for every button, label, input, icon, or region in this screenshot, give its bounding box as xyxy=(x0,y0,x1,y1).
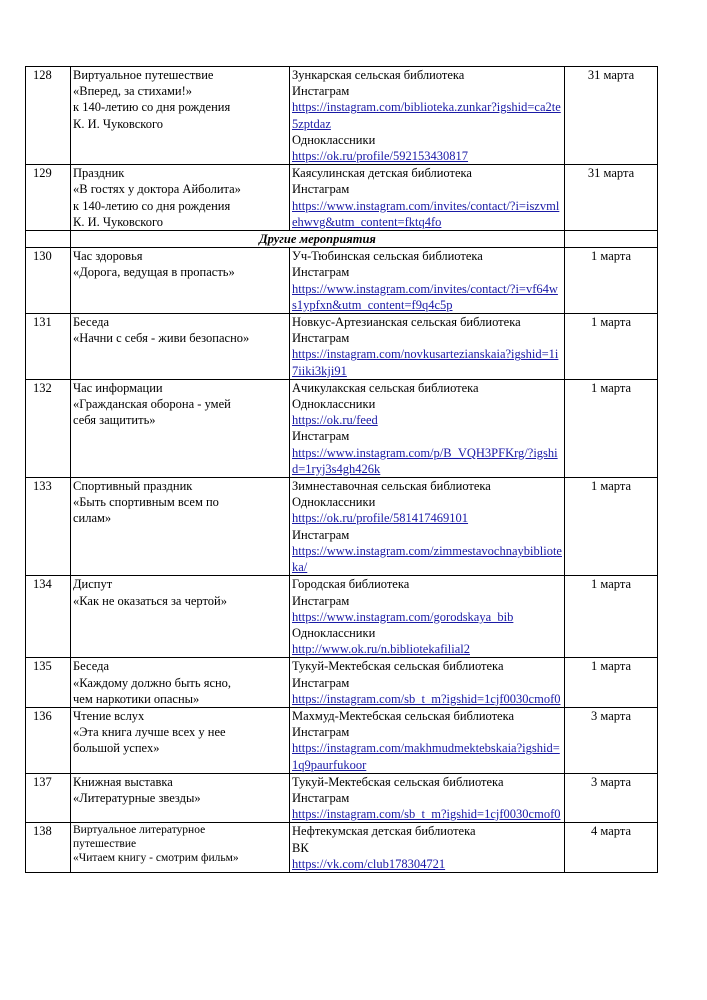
event-line: Беседа xyxy=(73,315,110,330)
platform-cell xyxy=(290,576,565,658)
channel-link[interactable]: https://ok.ru/feed xyxy=(292,413,378,428)
table-row xyxy=(26,773,658,823)
row-number: 128 xyxy=(26,67,71,165)
event-line: «В гостях у доктора Айболита» xyxy=(73,182,241,197)
channel-link[interactable]: https://www.instagram.com/gorodskaya_bib xyxy=(292,609,514,624)
row-number: 136 xyxy=(26,707,71,773)
event-line: путешествие xyxy=(73,838,137,851)
event-line: к 140-летию со дня рождения xyxy=(73,100,231,115)
channel-link[interactable]: https://instagram.com/makhmudmektebskaia?igshid=1q9paurfukoor xyxy=(292,741,560,772)
channel-name: Инстаграм xyxy=(292,429,350,444)
date-cell: 3 марта xyxy=(565,707,658,773)
section-title: Другие мероприятия xyxy=(71,231,565,248)
table-row xyxy=(26,823,658,873)
date-cell: 1 марта xyxy=(565,576,658,658)
date-cell: 1 марта xyxy=(565,248,658,314)
platform-cell xyxy=(290,773,565,823)
channel-name: Инстаграм xyxy=(292,331,350,346)
event-line: Виртуальное литературное xyxy=(73,824,206,837)
event-cell xyxy=(71,707,290,773)
section-empty-cell xyxy=(26,231,71,248)
event-line: чем наркотики опасны» xyxy=(73,691,200,706)
event-line: «Гражданская оборона - умей xyxy=(73,397,231,412)
event-line: «Читаем книгу - смотрим фильм» xyxy=(73,852,239,865)
event-cell xyxy=(71,576,290,658)
platform-cell xyxy=(290,248,565,314)
event-cell xyxy=(71,478,290,576)
table-row xyxy=(26,478,658,576)
channel-link[interactable]: https://www.instagram.com/p/B_VQH3PFKrg/?igshid=1ryj3s4gh426k xyxy=(292,445,558,476)
channel-name: Одноклассники xyxy=(292,625,376,640)
date-cell: 31 марта xyxy=(565,165,658,231)
channel-name: Инстаграм xyxy=(292,265,350,280)
channel-link[interactable]: https://www.instagram.com/invites/contact/?i=vf64ws1ypfxn&utm_content=f9q4c5p xyxy=(292,281,558,312)
date-cell: 1 марта xyxy=(565,478,658,576)
event-line: «Быть спортивным всем по xyxy=(73,495,219,510)
channel-link[interactable]: https://instagram.com/biblioteka.zunkar?igshid=ca2te5zptdaz xyxy=(292,100,561,131)
table-row xyxy=(26,379,658,477)
library-name: Тукуй-Мектебская сельская библиотека xyxy=(292,774,504,789)
library-name: Тукуй-Мектебская сельская библиотека xyxy=(292,659,504,674)
event-cell xyxy=(71,379,290,477)
event-line: «Литературные звезды» xyxy=(73,790,201,805)
library-name: Каясулинская детская библиотека xyxy=(292,166,472,181)
event-line: «Дорога, ведущая в пропасть» xyxy=(73,265,235,280)
event-cell xyxy=(71,314,290,380)
event-line: Чтение вслух xyxy=(73,708,145,723)
platform-cell xyxy=(290,658,565,708)
library-name: Зимнеставочная сельская библиотека xyxy=(292,479,491,494)
event-line: Виртуальное путешествие xyxy=(73,68,214,82)
table-row xyxy=(26,707,658,773)
event-cell xyxy=(71,165,290,231)
date-cell: 31 марта xyxy=(565,67,658,165)
document-page xyxy=(25,66,657,873)
channel-link[interactable]: https://vk.com/club178304721 xyxy=(292,856,446,871)
row-number: 130 xyxy=(26,248,71,314)
event-cell xyxy=(71,248,290,314)
channel-name: Инстаграм xyxy=(292,725,350,740)
date-cell: 1 марта xyxy=(565,658,658,708)
event-line: к 140-летию со дня рождения xyxy=(73,198,231,213)
channel-link[interactable]: https://ok.ru/profile/592153430817 xyxy=(292,149,469,164)
event-line: «Как не оказаться за чертой» xyxy=(73,593,227,608)
channel-name: Одноклассники xyxy=(292,495,376,510)
date-cell: 3 марта xyxy=(565,773,658,823)
platform-cell xyxy=(290,314,565,380)
channel-name: Инстаграм xyxy=(292,675,350,690)
event-cell xyxy=(71,773,290,823)
library-name: Городская библиотека xyxy=(292,577,410,592)
channel-link[interactable]: http://www.ok.ru/n.bibliotekafilial2 xyxy=(292,642,470,657)
channel-link[interactable]: https://instagram.com/sb_t_m?igshid=1cjf0030cmof0 xyxy=(292,807,561,822)
channel-link[interactable]: https://ok.ru/profile/581417469101 xyxy=(292,511,469,526)
section-empty-cell xyxy=(565,231,658,248)
event-line: большой успех» xyxy=(73,741,160,756)
row-number: 137 xyxy=(26,773,71,823)
library-name: Ачикулакская сельская библиотека xyxy=(292,380,479,395)
event-line: «Начни с себя - живи безопасно» xyxy=(73,331,250,346)
channel-name: Инстаграм xyxy=(292,593,350,608)
event-line: К. И. Чуковского xyxy=(73,214,164,229)
event-line: Праздник xyxy=(73,166,125,181)
event-line: Диспут xyxy=(73,577,113,592)
events-table-body xyxy=(26,67,658,873)
platform-cell xyxy=(290,707,565,773)
library-name: Зункарская сельская библиотека xyxy=(292,68,465,82)
channel-name: Инстаграм xyxy=(292,182,350,197)
platform-cell xyxy=(290,379,565,477)
table-row xyxy=(26,314,658,380)
row-number: 129 xyxy=(26,165,71,231)
event-line: Книжная выставка xyxy=(73,774,173,789)
channel-name: Одноклассники xyxy=(292,397,376,412)
platform-cell xyxy=(290,478,565,576)
event-cell xyxy=(71,823,290,873)
event-line: себя защитить» xyxy=(73,413,156,428)
section-header-row xyxy=(26,231,658,248)
event-line: Беседа xyxy=(73,659,110,674)
event-line: Спортивный праздник xyxy=(73,479,193,494)
channel-link[interactable]: https://www.instagram.com/invites/contact/?i=iszvmlehwvg&utm_content=fktq4fo xyxy=(292,198,560,229)
channel-name: Инстаграм xyxy=(292,790,350,805)
channel-name: Одноклассники xyxy=(292,132,376,147)
event-cell xyxy=(71,658,290,708)
row-number: 133 xyxy=(26,478,71,576)
table-row xyxy=(26,248,658,314)
event-line: Час информации xyxy=(73,380,163,395)
platform-cell xyxy=(290,165,565,231)
platform-cell xyxy=(290,823,565,873)
event-line: «Эта книга лучше всех у нее xyxy=(73,725,226,740)
row-number: 135 xyxy=(26,658,71,708)
event-line: К. И. Чуковского xyxy=(73,116,164,131)
channel-name: Инстаграм xyxy=(292,527,350,542)
channel-link[interactable]: https://instagram.com/sb_t_m?igshid=1cjf0030cmof0 xyxy=(292,691,561,706)
events-table xyxy=(25,66,658,873)
library-name: Новкус-Артезианская сельская библиотека xyxy=(292,315,521,330)
date-cell: 4 марта xyxy=(565,823,658,873)
table-row xyxy=(26,67,658,165)
event-line: Час здоровья xyxy=(73,249,143,264)
event-line: «Вперед, за стихами!» xyxy=(73,84,193,99)
event-line: «Каждому должно быть ясно, xyxy=(73,675,232,690)
row-number: 138 xyxy=(26,823,71,873)
library-name: Махмуд-Мектебская сельская библиотека xyxy=(292,708,515,723)
table-row xyxy=(26,165,658,231)
row-number: 131 xyxy=(26,314,71,380)
channel-name: ВК xyxy=(292,840,309,855)
event-line: силам» xyxy=(73,511,112,526)
table-row xyxy=(26,658,658,708)
library-name: Уч-Тюбинская сельская библиотека xyxy=(292,249,483,264)
row-number: 132 xyxy=(26,379,71,477)
library-name: Нефтекумская детская библиотека xyxy=(292,824,476,839)
table-row xyxy=(26,576,658,658)
channel-link[interactable]: https://instagram.com/novkusartezianskaia?igshid=1i7iiki3kji91 xyxy=(292,347,559,378)
channel-link[interactable]: https://www.instagram.com/zimmestavochnaybiblioteka/ xyxy=(292,543,562,575)
platform-cell xyxy=(290,67,565,165)
event-cell xyxy=(71,67,290,165)
row-number: 134 xyxy=(26,576,71,658)
date-cell: 1 марта xyxy=(565,379,658,477)
date-cell: 1 марта xyxy=(565,314,658,380)
channel-name: Инстаграм xyxy=(292,84,350,99)
